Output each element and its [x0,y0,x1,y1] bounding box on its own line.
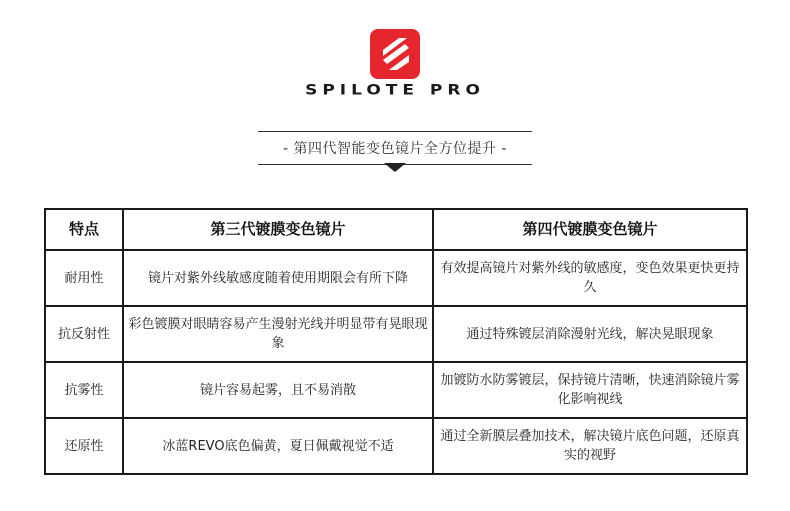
brand-name: SPILOTE PRO [305,81,485,99]
table-row [45,306,747,362]
gen4-cell: 有效提高镜片对紫外线的敏感度，变色效果更快更持久 [433,250,747,306]
table-header-row [45,209,747,250]
feature-cell: 还原性 [45,418,123,474]
gen3-cell: 彩色镀膜对眼睛容易产生漫射光线并明显带有晃眼现象 [123,306,433,362]
table-row [45,418,747,474]
feature-cell: 抗反射性 [45,306,123,362]
table-row [45,362,747,418]
comparison-table [44,208,748,475]
table-row [45,250,747,306]
feature-cell: 抗雾性 [45,362,123,418]
down-arrow-icon [384,163,406,172]
header-feature: 特点 [45,209,123,250]
subtitle-text: - 第四代智能变色镜片全方位提升 - [282,141,507,157]
subtitle-banner [258,131,532,165]
gen3-cell: 镜片容易起雾，且不易消散 [123,362,433,418]
gen4-cell: 通过特殊镀层消除漫射光线，解决晃眼现象 [433,306,747,362]
header-gen3: 第三代镀膜变色镜片 [123,209,433,250]
gen4-cell: 加镀防水防雾镀层，保持镜片清晰，快速消除镜片雾化影响视线 [433,362,747,418]
header-gen4: 第四代镀膜变色镜片 [433,209,747,250]
gen4-cell: 通过全新膜层叠加技术，解决镜片底色问题，还原真实的视野 [433,418,747,474]
gen3-cell: 冰蓝REVO底色偏黄，夏日佩戴视觉不适 [123,418,433,474]
gen3-cell: 镜片对紫外线敏感度随着使用期限会有所下降 [123,250,433,306]
spilote-logo-icon [369,28,421,80]
feature-cell: 耐用性 [45,250,123,306]
